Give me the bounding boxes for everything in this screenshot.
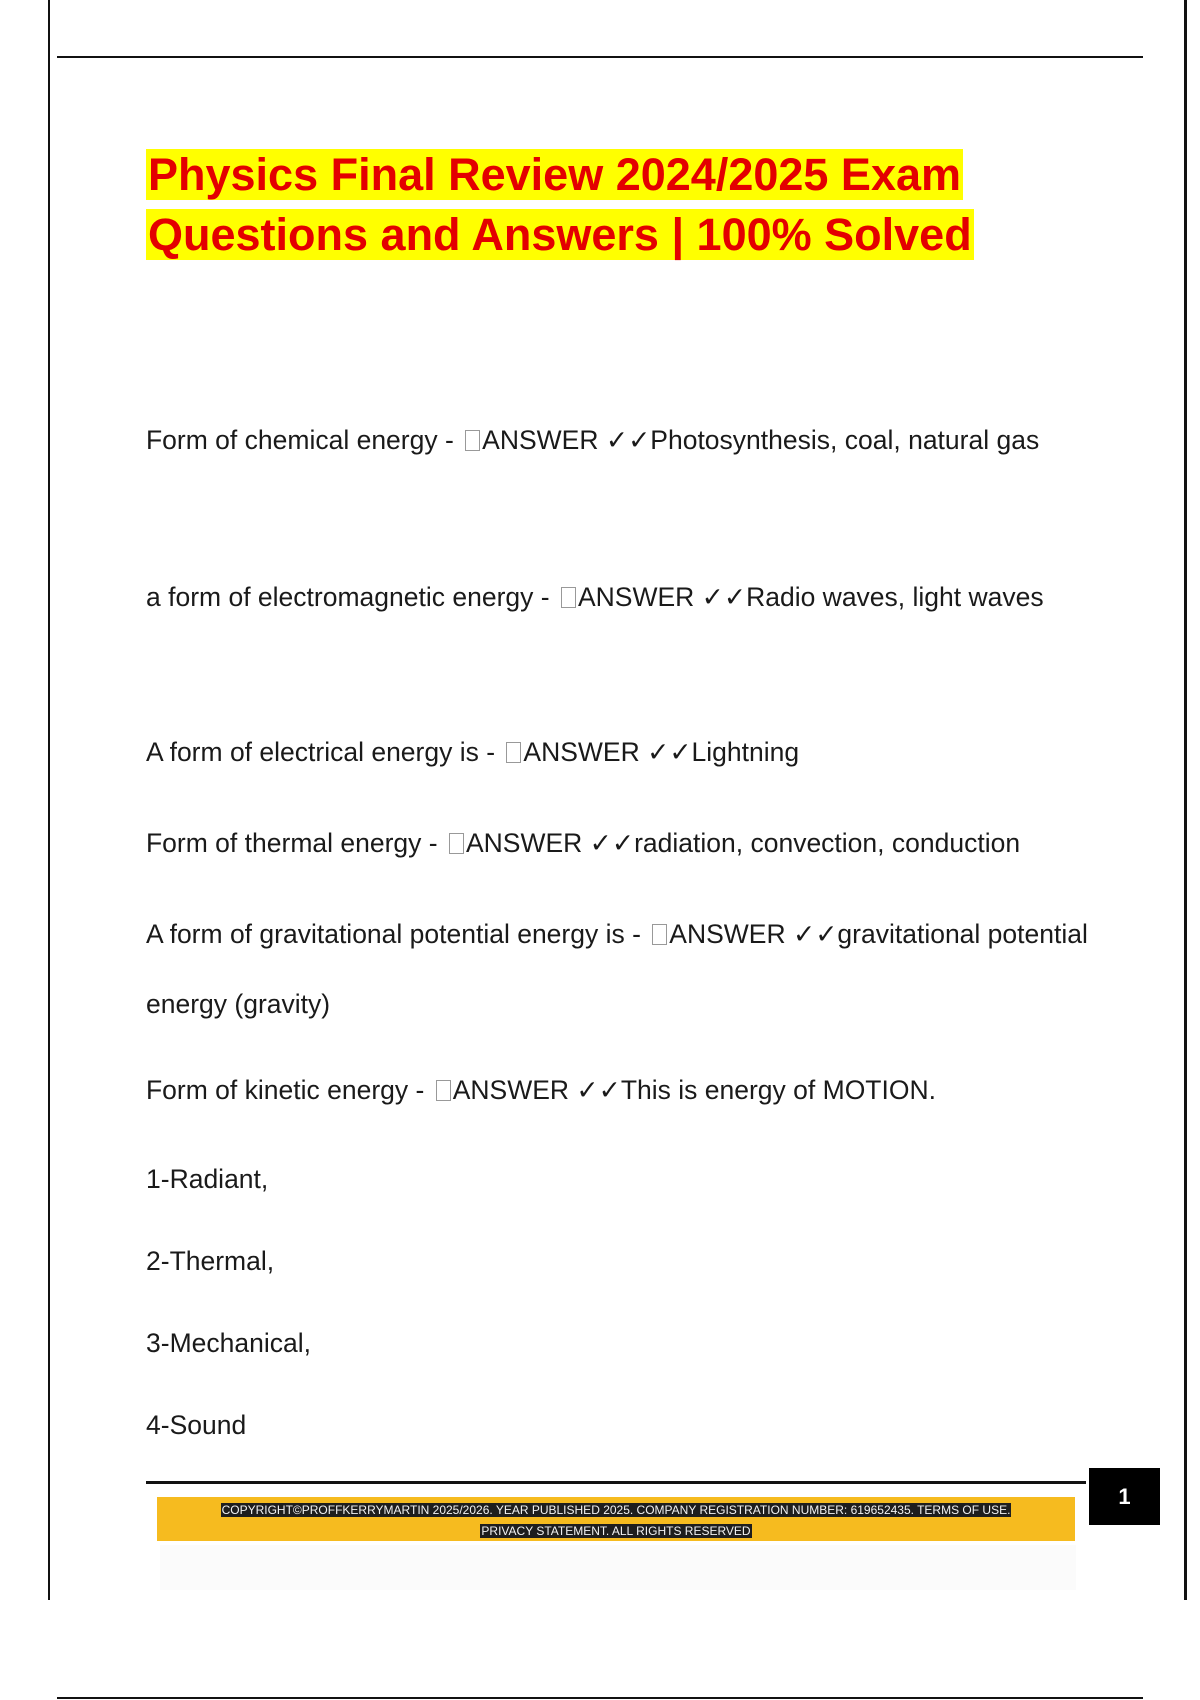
- double-check-icon: ✓✓: [605, 425, 651, 455]
- list-item: 2-Thermal,: [146, 1246, 275, 1276]
- qa-question: A form of electrical energy is -: [146, 737, 496, 767]
- list-item: 1-Radiant,: [146, 1164, 269, 1194]
- double-check-icon: ✓✓: [647, 737, 692, 767]
- qa-item: [146, 808, 1096, 878]
- page-border-left: [48, 0, 50, 1600]
- qa-item: [146, 562, 1096, 632]
- qa-question: Form of kinetic energy -: [146, 1075, 425, 1105]
- checkbox-glyph-icon: [561, 587, 576, 608]
- qa-answer: gravitational potential energy (gravity): [146, 919, 1088, 1019]
- double-check-icon: ✓✓: [576, 1075, 621, 1105]
- list-item: 4-Sound: [146, 1410, 247, 1440]
- footer-shade: [160, 1545, 1076, 1590]
- qa-item: [146, 405, 1096, 475]
- copyright-line-2: PRIVACY STATEMENT. ALL RIGHTS RESERVED: [481, 1524, 751, 1538]
- document-title: [146, 145, 1096, 265]
- qa-question: Form of thermal energy -: [146, 828, 438, 858]
- qa-item: [146, 1055, 1096, 1125]
- checkbox-glyph-icon: [465, 430, 480, 451]
- qa-answer: radiation, convection, conduction: [634, 828, 1021, 858]
- qa-answer: Radio waves, light waves: [746, 582, 1044, 612]
- header-rule: [57, 56, 1143, 58]
- answer-marker: ANSWER: [482, 425, 599, 455]
- qa-answer: Lightning: [691, 737, 800, 767]
- double-check-icon: ✓✓: [793, 919, 838, 949]
- document-title-text: Physics Final Review 2024/2025 Exam Questions and Answers | 100% Solved: [148, 149, 972, 260]
- double-check-icon: ✓✓: [701, 582, 747, 612]
- qa-item: [146, 899, 1096, 1039]
- checkbox-glyph-icon: [506, 742, 521, 763]
- page-number: 1: [1089, 1468, 1160, 1525]
- qa-answer: This is energy of MOTION.: [620, 1075, 936, 1105]
- next-page-rule: [57, 1697, 1143, 1699]
- copyright-notice: [157, 1500, 1075, 1542]
- list-item: 3-Mechanical,: [146, 1328, 311, 1358]
- qa-question: a form of electromagnetic energy -: [146, 582, 550, 612]
- answer-marker: ANSWER: [577, 582, 695, 612]
- copyright-line-1: COPYRIGHT©PROFFKERRYMARTIN 2025/2026. YEAR PUBLISHED 2025. COMPANY REGISTRATION NUMBER: 619652435. TERMS OF USE.: [221, 1503, 1011, 1517]
- qa-item: [146, 717, 1096, 787]
- answer-marker: ANSWER: [452, 1075, 570, 1105]
- answer-marker: ANSWER: [669, 919, 786, 949]
- page-border-right: [1184, 0, 1187, 1600]
- checkbox-glyph-icon: [449, 833, 464, 854]
- qa-question: Form of chemical energy -: [146, 425, 454, 455]
- answer-marker: ANSWER: [523, 737, 640, 767]
- checkbox-glyph-icon: [652, 924, 667, 945]
- footer-rule: [146, 1481, 1086, 1484]
- qa-answer: Photosynthesis, coal, natural gas: [650, 425, 1040, 455]
- checkbox-glyph-icon: [436, 1080, 451, 1101]
- double-check-icon: ✓✓: [589, 828, 635, 858]
- answer-marker: ANSWER: [465, 828, 583, 858]
- qa-question: A form of gravitational potential energy is -: [146, 919, 641, 949]
